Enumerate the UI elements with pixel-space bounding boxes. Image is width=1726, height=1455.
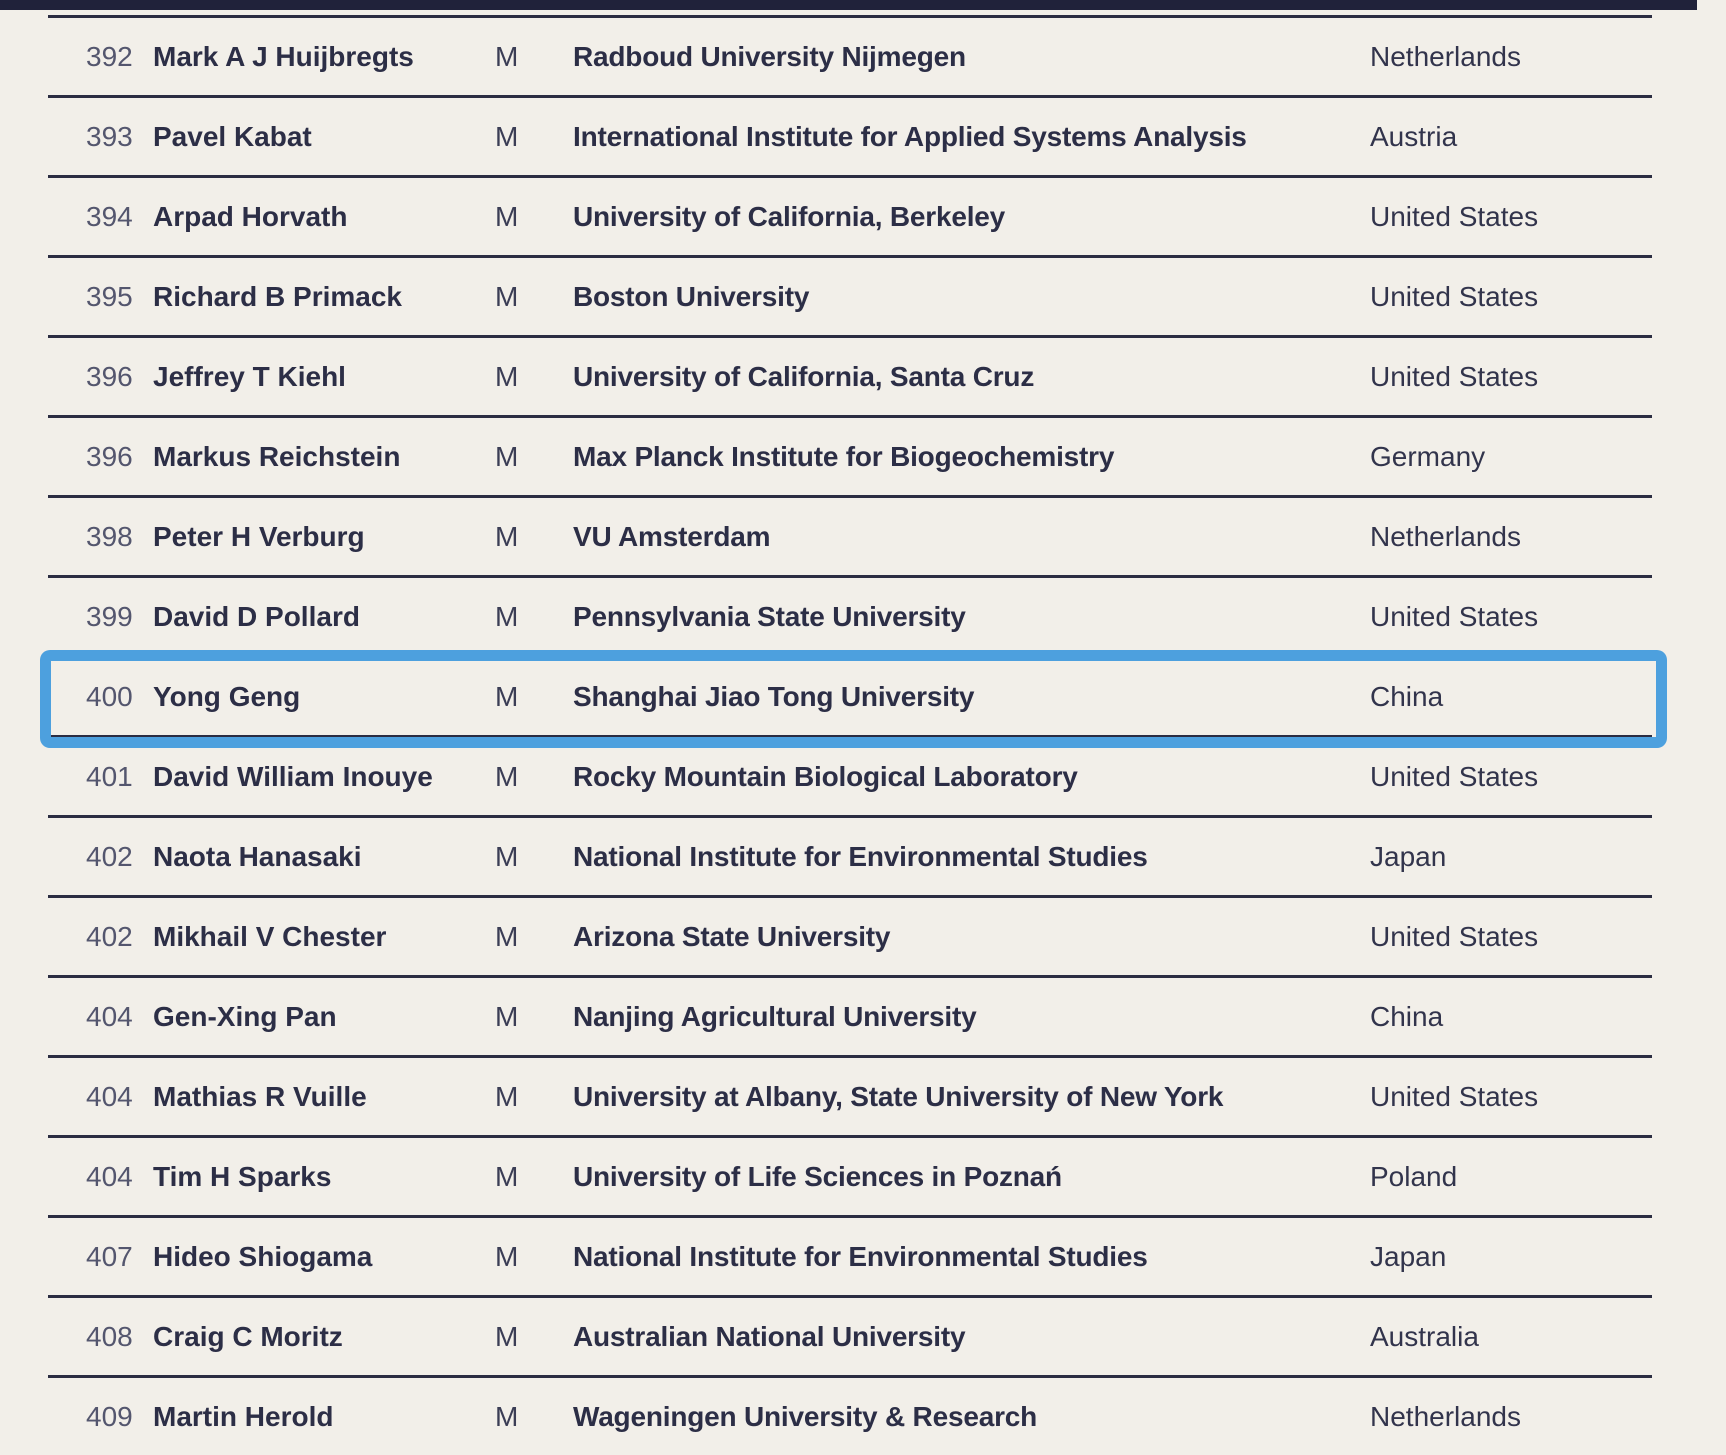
country-cell: United States [1370,200,1539,232]
rank-cell: 399 [86,600,133,632]
table-row[interactable] [48,895,1652,975]
gender-cell: M [495,1240,519,1272]
gender-cell: M [495,680,519,712]
gender-cell: M [495,40,519,72]
name-cell: David D Pollard [153,600,360,632]
table-row[interactable] [48,495,1652,575]
country-cell: China [1370,1000,1444,1032]
researchers-table [48,15,1652,1455]
country-cell: Japan [1370,1240,1447,1272]
institution-cell: National Institute for Environmental Studies [573,1240,1148,1272]
table-row[interactable] [48,975,1652,1055]
country-cell: United States [1370,360,1539,392]
name-cell: Mikhail V Chester [153,920,387,952]
country-cell: Japan [1370,840,1447,872]
name-cell: Pavel Kabat [153,120,312,152]
name-cell: Hideo Shiogama [153,1240,373,1272]
table-row[interactable] [48,815,1652,895]
table-row[interactable] [48,95,1652,175]
institution-cell: Australian National University [573,1320,966,1352]
name-cell: Gen-Xing Pan [153,1000,337,1032]
gender-cell: M [495,920,519,952]
table-row[interactable] [48,1375,1652,1455]
country-cell: Australia [1370,1320,1479,1352]
gender-cell: M [495,280,519,312]
rank-cell: 398 [86,520,133,552]
table-row[interactable] [48,415,1652,495]
rank-cell: 402 [86,840,133,872]
country-cell: United States [1370,1080,1539,1112]
table-row[interactable] [48,1135,1652,1215]
gender-cell: M [495,600,519,632]
name-cell: Yong Geng [153,680,301,712]
institution-cell: National Institute for Environmental Studies [573,840,1148,872]
institution-cell: International Institute for Applied Systems Analysis [573,120,1247,152]
table-row[interactable] [48,335,1652,415]
institution-cell: Pennsylvania State University [573,600,966,632]
country-cell: Netherlands [1370,40,1521,72]
table-row[interactable] [48,255,1652,335]
name-cell: Martin Herold [153,1400,334,1432]
institution-cell: Wageningen University & Research [573,1400,1038,1432]
country-cell: China [1370,680,1444,712]
institution-cell: University of California, Santa Cruz [573,360,1035,392]
rank-cell: 394 [86,200,133,232]
gender-cell: M [495,360,519,392]
name-cell: Jeffrey T Kiehl [153,360,346,392]
table-row[interactable] [48,1055,1652,1135]
rank-cell: 396 [86,360,133,392]
rank-cell: 408 [86,1320,133,1352]
rank-cell: 404 [86,1080,133,1112]
table-row[interactable] [48,1295,1652,1375]
country-cell: Netherlands [1370,1400,1521,1432]
rank-cell: 409 [86,1400,133,1432]
name-cell: Naota Hanasaki [153,840,362,872]
country-cell: United States [1370,920,1539,952]
rank-cell: 407 [86,1240,133,1272]
institution-cell: Rocky Mountain Biological Laboratory [573,760,1078,792]
rank-cell: 396 [86,440,133,472]
country-cell: United States [1370,280,1539,312]
gender-cell: M [495,1160,519,1192]
gender-cell: M [495,1400,519,1432]
institution-cell: Shanghai Jiao Tong University [573,680,975,712]
name-cell: Tim H Sparks [153,1160,332,1192]
country-cell: Germany [1370,440,1486,472]
top-bar [0,0,1697,10]
rank-cell: 400 [86,680,133,712]
institution-cell: Max Planck Institute for Biogeochemistry [573,440,1115,472]
country-cell: United States [1370,600,1539,632]
name-cell: Mathias R Vuille [153,1080,367,1112]
rank-cell: 392 [86,40,133,72]
institution-cell: Nanjing Agricultural University [573,1000,977,1032]
name-cell: Peter H Verburg [153,520,365,552]
table-row[interactable] [48,175,1652,255]
gender-cell: M [495,1320,519,1352]
institution-cell: Boston University [573,280,810,312]
gender-cell: M [495,120,519,152]
gender-cell: M [495,760,519,792]
name-cell: Arpad Horvath [153,200,348,232]
name-cell: Richard B Primack [153,280,402,312]
table-row[interactable] [48,15,1652,95]
institution-cell: University at Albany, State University of New York [573,1080,1224,1112]
gender-cell: M [495,840,519,872]
table-row[interactable] [48,735,1652,815]
rank-cell: 393 [86,120,133,152]
country-cell: Poland [1370,1160,1458,1192]
institution-cell: VU Amsterdam [573,520,771,552]
rank-cell: 404 [86,1000,133,1032]
institution-cell: Arizona State University [573,920,891,952]
rank-cell: 401 [86,760,133,792]
name-cell: Markus Reichstein [153,440,401,472]
gender-cell: M [495,520,519,552]
country-cell: United States [1370,760,1539,792]
gender-cell: M [495,200,519,232]
rank-cell: 404 [86,1160,133,1192]
institution-cell: University of Life Sciences in Poznań [573,1160,1062,1192]
table-row[interactable] [48,1215,1652,1295]
country-cell: Netherlands [1370,520,1521,552]
rank-cell: 395 [86,280,133,312]
gender-cell: M [495,1080,519,1112]
institution-cell: Radboud University Nijmegen [573,40,966,72]
gender-cell: M [495,440,519,472]
table-row[interactable] [48,655,1652,735]
rank-cell: 402 [86,920,133,952]
institution-cell: University of California, Berkeley [573,200,1006,232]
gender-cell: M [495,1000,519,1032]
table-row[interactable] [48,575,1652,655]
name-cell: Mark A J Huijbregts [153,40,414,72]
name-cell: Craig C Moritz [153,1320,343,1352]
country-cell: Austria [1370,120,1458,152]
name-cell: David William Inouye [153,760,433,792]
